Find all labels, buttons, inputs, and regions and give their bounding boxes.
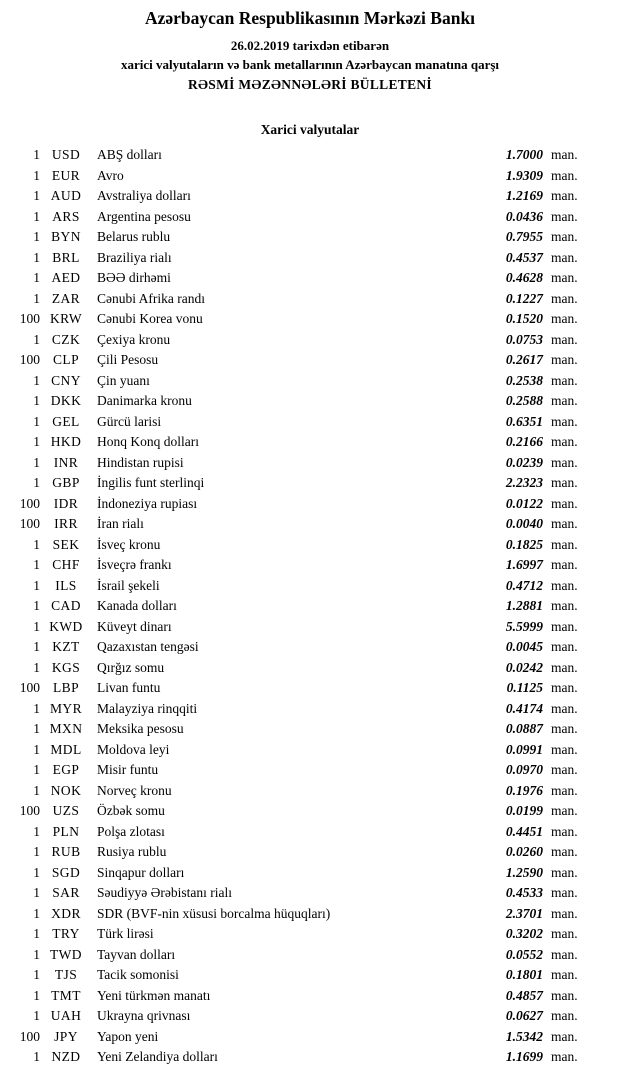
bulletin-title: RƏSMİ MƏZƏNNƏLƏRİ BÜLLETENİ bbox=[187, 77, 432, 92]
effective-date-line: 26.02.2019 tarixdən etibarən bbox=[230, 38, 390, 53]
currency-unit-label: man. bbox=[551, 372, 578, 388]
currency-row bbox=[16, 473, 587, 494]
currency-name: Norveç kronu bbox=[97, 782, 172, 798]
currency-unit-label: man. bbox=[551, 475, 578, 490]
currency-row bbox=[16, 719, 587, 740]
currency-name: Küveyt dinarı bbox=[97, 618, 172, 634]
currency-rate: 0.2617 bbox=[505, 352, 543, 367]
currency-row bbox=[16, 514, 587, 535]
currency-quantity: 1 bbox=[33, 372, 40, 388]
currency-unit-label: man. bbox=[551, 495, 578, 511]
currency-quantity: 1 bbox=[33, 639, 40, 654]
currency-code: USD bbox=[51, 147, 81, 162]
currency-name: Yeni türkmən manatı bbox=[97, 987, 211, 1003]
currency-name: Tayvan dolları bbox=[97, 946, 176, 962]
currency-row bbox=[16, 186, 587, 207]
currency-code: JPY bbox=[54, 1028, 78, 1044]
currency-unit-label: man. bbox=[551, 229, 578, 244]
currency-unit-label: man. bbox=[551, 987, 578, 1003]
currency-code: TRY bbox=[52, 926, 80, 941]
currency-row bbox=[16, 945, 587, 966]
currency-name: Avro bbox=[97, 167, 124, 183]
currency-name: Səudiyyə Ərəbistanı rialı bbox=[97, 885, 232, 900]
currency-quantity: 1 bbox=[33, 229, 40, 244]
currency-rate: 0.1801 bbox=[505, 967, 543, 982]
currency-row bbox=[16, 965, 587, 986]
currency-rate: 0.1976 bbox=[505, 782, 543, 798]
currency-row bbox=[16, 842, 587, 863]
currency-code: RUB bbox=[51, 844, 81, 859]
currency-rate: 0.1825 bbox=[505, 536, 543, 552]
currency-unit-label: man. bbox=[551, 557, 578, 572]
currency-unit-label: man. bbox=[551, 536, 578, 552]
currency-unit-label: man. bbox=[551, 639, 578, 654]
currency-rate: 0.1125 bbox=[506, 680, 543, 695]
currency-name: İsrail şekeli bbox=[97, 577, 160, 593]
currency-quantity: 1 bbox=[33, 762, 40, 777]
currency-name: İsveçrə frankı bbox=[97, 557, 172, 572]
currency-unit-label: man. bbox=[551, 700, 578, 716]
currency-quantity: 1 bbox=[33, 434, 40, 449]
currency-rate: 0.0753 bbox=[505, 331, 543, 347]
currency-rate: 0.2538 bbox=[505, 372, 543, 388]
currency-rate: 1.6997 bbox=[505, 557, 543, 572]
currency-code: BYN bbox=[51, 229, 81, 244]
currency-quantity: 1 bbox=[33, 577, 40, 593]
currency-row bbox=[16, 924, 587, 945]
currency-rate: 0.0239 bbox=[505, 454, 543, 470]
currency-quantity: 1 bbox=[33, 967, 40, 982]
currency-unit-label: man. bbox=[551, 577, 578, 593]
currency-code: INR bbox=[53, 454, 79, 470]
currency-code: MXN bbox=[49, 721, 83, 736]
currency-quantity: 1 bbox=[33, 741, 40, 757]
exchange-rates-table bbox=[0, 145, 620, 1068]
currency-rate: 0.0887 bbox=[505, 721, 543, 736]
currency-name: Çin yuanı bbox=[97, 372, 150, 388]
currency-name: Moldova leyi bbox=[97, 741, 170, 757]
currency-name: İngilis funt sterlinqi bbox=[97, 475, 205, 490]
currency-unit-label: man. bbox=[551, 823, 578, 839]
currency-quantity: 1 bbox=[33, 885, 40, 900]
currency-row bbox=[16, 227, 587, 248]
currency-row bbox=[16, 863, 587, 884]
currency-quantity: 1 bbox=[33, 946, 40, 962]
currency-name: Gürcü larisi bbox=[97, 413, 162, 429]
currency-quantity: 1 bbox=[33, 147, 40, 162]
currency-row bbox=[16, 350, 587, 371]
currency-unit-label: man. bbox=[551, 864, 578, 880]
currency-code: ARS bbox=[52, 208, 80, 224]
subtitle-line: xarici valyutaların və bank metallarının Azərbaycan manatına qarşı bbox=[120, 57, 500, 72]
currency-name: SDR (BVF-nin xüsusi borcalma hüquqları) bbox=[97, 905, 331, 921]
currency-row bbox=[16, 760, 587, 781]
currency-code: BRL bbox=[52, 249, 80, 265]
currency-code: EGP bbox=[52, 762, 80, 777]
currency-quantity: 1 bbox=[33, 598, 40, 613]
currency-rate: 0.0627 bbox=[505, 1008, 543, 1023]
currency-rate: 0.4857 bbox=[505, 987, 543, 1003]
currency-name: Çexiya kronu bbox=[97, 331, 171, 347]
currency-code: MYR bbox=[50, 700, 82, 716]
currency-code: ZAR bbox=[51, 290, 81, 306]
currency-rate: 0.0552 bbox=[505, 946, 543, 962]
currency-quantity: 100 bbox=[19, 803, 40, 818]
currency-name: Yapon yeni bbox=[97, 1028, 159, 1044]
currency-rate: 0.7955 bbox=[505, 229, 543, 244]
currency-rate: 0.0260 bbox=[505, 844, 543, 859]
currency-rate: 0.4174 bbox=[505, 700, 543, 716]
currency-rate: 1.7000 bbox=[505, 147, 543, 162]
currency-unit-label: man. bbox=[551, 905, 578, 921]
currency-code: KGS bbox=[51, 659, 81, 675]
currency-row bbox=[16, 822, 587, 843]
currency-row bbox=[16, 904, 587, 925]
currency-quantity: 1 bbox=[33, 864, 40, 880]
currency-unit-label: man. bbox=[551, 926, 578, 941]
currency-name: Rusiya rublu bbox=[97, 844, 167, 859]
currency-code: IRR bbox=[54, 516, 78, 531]
currency-unit-label: man. bbox=[551, 413, 578, 429]
currency-name: Danimarka kronu bbox=[97, 393, 192, 408]
currency-name: Misir funtu bbox=[97, 762, 159, 777]
currency-code: UAH bbox=[50, 1008, 82, 1023]
currency-code: TWD bbox=[50, 946, 82, 962]
currency-row bbox=[16, 207, 587, 228]
currency-row bbox=[16, 781, 587, 802]
currency-unit-label: man. bbox=[551, 803, 578, 818]
currency-rate: 0.0199 bbox=[505, 803, 543, 818]
currency-name: Sinqapur dolları bbox=[97, 864, 185, 880]
currency-unit-label: man. bbox=[551, 208, 578, 224]
currency-quantity: 1 bbox=[33, 618, 40, 634]
currency-rate: 0.0436 bbox=[505, 208, 543, 224]
currency-name: Qazaxıstan tengəsi bbox=[97, 639, 199, 654]
currency-quantity: 1 bbox=[33, 188, 40, 203]
currency-rate: 5.5999 bbox=[505, 618, 543, 634]
currency-row bbox=[16, 801, 587, 822]
currency-unit-label: man. bbox=[551, 680, 578, 695]
currency-unit-label: man. bbox=[551, 270, 578, 285]
currency-name: Malayziya rinqqiti bbox=[97, 700, 198, 716]
currency-row bbox=[16, 1027, 587, 1048]
currency-quantity: 100 bbox=[19, 516, 40, 531]
currency-row bbox=[16, 412, 587, 433]
currency-code: SGD bbox=[51, 864, 81, 880]
currency-unit-label: man. bbox=[551, 147, 578, 162]
currency-quantity: 1 bbox=[33, 721, 40, 736]
currency-unit-label: man. bbox=[551, 1008, 578, 1023]
currency-quantity: 1 bbox=[33, 700, 40, 716]
currency-unit-label: man. bbox=[551, 598, 578, 613]
currency-name: ABŞ dolları bbox=[97, 147, 162, 162]
currency-quantity: 1 bbox=[33, 844, 40, 859]
currency-code: HKD bbox=[50, 434, 82, 449]
currency-quantity: 1 bbox=[33, 331, 40, 347]
currency-code: AED bbox=[51, 270, 81, 285]
currency-rate: 1.2881 bbox=[505, 598, 543, 613]
currency-quantity: 100 bbox=[19, 495, 40, 511]
currency-rate: 2.3701 bbox=[505, 905, 543, 921]
currency-rate: 0.4628 bbox=[505, 270, 543, 285]
currency-unit-label: man. bbox=[551, 1049, 578, 1064]
currency-quantity: 1 bbox=[33, 987, 40, 1003]
currency-code: DKK bbox=[50, 393, 82, 408]
currency-quantity: 1 bbox=[33, 413, 40, 429]
currency-unit-label: man. bbox=[551, 844, 578, 859]
currency-row bbox=[16, 1047, 587, 1068]
currency-row bbox=[16, 576, 587, 597]
currency-unit-label: man. bbox=[551, 454, 578, 470]
currency-unit-label: man. bbox=[551, 782, 578, 798]
currency-rate: 0.0040 bbox=[505, 516, 543, 531]
currency-code: GBP bbox=[52, 475, 80, 490]
currency-unit-label: man. bbox=[551, 885, 578, 900]
currency-quantity: 1 bbox=[33, 208, 40, 224]
currency-rate: 1.2169 bbox=[505, 188, 543, 203]
currency-row bbox=[16, 883, 587, 904]
currency-code: CLP bbox=[53, 352, 79, 367]
currency-quantity: 1 bbox=[33, 475, 40, 490]
currency-row bbox=[16, 658, 587, 679]
currency-quantity: 1 bbox=[33, 536, 40, 552]
currency-rate: 0.0242 bbox=[505, 659, 543, 675]
currency-name: Kanada dolları bbox=[97, 598, 177, 613]
currency-rate: 0.2166 bbox=[505, 434, 543, 449]
currency-row bbox=[16, 309, 587, 330]
currency-code: MDL bbox=[50, 741, 82, 757]
currency-quantity: 1 bbox=[33, 905, 40, 921]
currency-name: İsveç kronu bbox=[97, 536, 161, 552]
currency-unit-label: man. bbox=[551, 167, 578, 183]
currency-quantity: 1 bbox=[33, 454, 40, 470]
currency-rate: 0.4533 bbox=[505, 885, 543, 900]
bulletin-header bbox=[0, 6, 620, 95]
currency-quantity: 1 bbox=[33, 1049, 40, 1064]
currency-quantity: 1 bbox=[33, 659, 40, 675]
bank-title: Azərbaycan Respublikasının Mərkəzi Bankı bbox=[144, 8, 476, 28]
currency-rate: 1.9309 bbox=[505, 167, 543, 183]
currency-name: Livan funtu bbox=[97, 680, 161, 695]
currency-row bbox=[16, 432, 587, 453]
currency-rate: 0.4712 bbox=[505, 577, 543, 593]
currency-rate: 1.1699 bbox=[505, 1049, 543, 1064]
currency-code: CNY bbox=[51, 372, 81, 388]
currency-unit-label: man. bbox=[551, 721, 578, 736]
currency-unit-label: man. bbox=[551, 967, 578, 982]
currency-rate: 1.2590 bbox=[505, 864, 543, 880]
currency-code: CAD bbox=[51, 598, 81, 613]
currency-unit-label: man. bbox=[551, 393, 578, 408]
currency-unit-label: man. bbox=[551, 516, 578, 531]
currency-rate: 0.2588 bbox=[505, 393, 543, 408]
currency-name: Argentina pesosu bbox=[97, 208, 191, 224]
currency-row bbox=[16, 248, 587, 269]
currency-rate: 0.4451 bbox=[505, 823, 543, 839]
currency-row bbox=[16, 678, 587, 699]
currency-quantity: 1 bbox=[33, 557, 40, 572]
currency-name: Polşa zlotası bbox=[97, 823, 165, 839]
currency-quantity: 1 bbox=[33, 290, 40, 306]
currency-quantity: 1 bbox=[33, 782, 40, 798]
currency-code: TJS bbox=[54, 967, 78, 982]
currency-code: KZT bbox=[52, 639, 80, 654]
currency-row bbox=[16, 555, 587, 576]
currency-name: BƏƏ dirhəmi bbox=[97, 270, 171, 285]
currency-unit-label: man. bbox=[551, 618, 578, 634]
currency-code: NZD bbox=[51, 1049, 81, 1064]
currency-code: IDR bbox=[53, 495, 79, 511]
section-title-foreign-currencies: Xarici valyutalar bbox=[260, 122, 360, 137]
currency-row bbox=[16, 166, 587, 187]
currency-unit-label: man. bbox=[551, 762, 578, 777]
currency-name: Cənubi Korea vonu bbox=[97, 311, 203, 326]
currency-rate: 0.6351 bbox=[505, 413, 543, 429]
currency-row bbox=[16, 330, 587, 351]
currency-row bbox=[16, 596, 587, 617]
currency-unit-label: man. bbox=[551, 946, 578, 962]
currency-unit-label: man. bbox=[551, 659, 578, 675]
currency-name: Avstraliya dolları bbox=[97, 188, 191, 203]
currency-name: Ukrayna qrivnası bbox=[97, 1008, 191, 1023]
currency-row bbox=[16, 268, 587, 289]
currency-unit-label: man. bbox=[551, 331, 578, 347]
currency-row bbox=[16, 535, 587, 556]
currency-unit-label: man. bbox=[551, 1028, 578, 1044]
currency-row bbox=[16, 699, 587, 720]
currency-code: NOK bbox=[50, 782, 82, 798]
currency-code: XDR bbox=[51, 905, 81, 921]
currency-name: Qırğız somu bbox=[97, 659, 165, 675]
currency-quantity: 100 bbox=[19, 680, 40, 695]
currency-rate: 0.1520 bbox=[505, 311, 543, 326]
currency-unit-label: man. bbox=[551, 434, 578, 449]
currency-rate: 0.3202 bbox=[505, 926, 543, 941]
currency-code: GEL bbox=[52, 413, 80, 429]
currency-row bbox=[16, 145, 587, 166]
currency-quantity: 100 bbox=[19, 1028, 40, 1044]
currency-name: Özbək somu bbox=[97, 803, 165, 818]
currency-unit-label: man. bbox=[551, 352, 578, 367]
currency-name: Hindistan rupisi bbox=[97, 454, 184, 470]
currency-name: Belarus rublu bbox=[97, 229, 171, 244]
currency-quantity: 100 bbox=[19, 352, 40, 367]
currency-rate: 2.2323 bbox=[505, 475, 543, 490]
currency-name: Tacik somonisi bbox=[97, 967, 179, 982]
currency-rate: 0.0122 bbox=[505, 495, 543, 511]
currency-unit-label: man. bbox=[551, 188, 578, 203]
currency-row bbox=[16, 617, 587, 638]
currency-row bbox=[16, 740, 587, 761]
currency-name: Yeni Zelandiya dolları bbox=[97, 1049, 218, 1064]
currency-unit-label: man. bbox=[551, 290, 578, 306]
currency-code: CZK bbox=[51, 331, 81, 347]
currency-rate: 0.1227 bbox=[505, 290, 543, 306]
currency-row bbox=[16, 494, 587, 515]
currency-quantity: 1 bbox=[33, 1008, 40, 1023]
currency-row bbox=[16, 637, 587, 658]
currency-rate: 1.5342 bbox=[505, 1028, 543, 1044]
currency-name: Meksika pesosu bbox=[97, 721, 184, 736]
currency-name: İran rialı bbox=[97, 516, 144, 531]
currency-code: PLN bbox=[52, 823, 80, 839]
currency-code: LBP bbox=[53, 680, 79, 695]
currency-code: TMT bbox=[51, 987, 81, 1003]
currency-row bbox=[16, 453, 587, 474]
currency-unit-label: man. bbox=[551, 741, 578, 757]
currency-quantity: 1 bbox=[33, 167, 40, 183]
currency-rate: 0.0970 bbox=[505, 762, 543, 777]
currency-code: KWD bbox=[49, 618, 83, 634]
currency-code: ILS bbox=[55, 577, 77, 593]
currency-quantity: 1 bbox=[33, 393, 40, 408]
currency-name: Braziliya rialı bbox=[97, 249, 172, 265]
currency-name: Türk lirəsi bbox=[97, 926, 154, 941]
currency-row bbox=[16, 289, 587, 310]
currency-quantity: 1 bbox=[33, 823, 40, 839]
currency-name: Honq Konq dolları bbox=[97, 434, 199, 449]
currency-code: SAR bbox=[52, 885, 80, 900]
currency-quantity: 1 bbox=[33, 270, 40, 285]
currency-unit-label: man. bbox=[551, 311, 578, 326]
currency-code: EUR bbox=[51, 167, 81, 183]
currency-name: Çili Pesosu bbox=[97, 352, 159, 367]
currency-name: Cənubi Afrika randı bbox=[97, 290, 205, 306]
currency-row bbox=[16, 371, 587, 392]
currency-rate: 0.0991 bbox=[505, 741, 543, 757]
currency-quantity: 1 bbox=[33, 249, 40, 265]
currency-name: İndoneziya rupiası bbox=[97, 495, 198, 511]
currency-row bbox=[16, 1006, 587, 1027]
currency-code: SEK bbox=[52, 536, 80, 552]
currency-code: CHF bbox=[52, 557, 80, 572]
currency-code: AUD bbox=[50, 188, 82, 203]
currency-row bbox=[16, 986, 587, 1007]
currency-rate: 0.0045 bbox=[505, 639, 543, 654]
currency-quantity: 100 bbox=[19, 311, 40, 326]
currency-unit-label: man. bbox=[551, 249, 578, 265]
currency-rate: 0.4537 bbox=[505, 249, 543, 265]
currency-row bbox=[16, 391, 587, 412]
currency-code: UZS bbox=[52, 803, 80, 818]
currency-code: KRW bbox=[50, 311, 82, 326]
currency-quantity: 1 bbox=[33, 926, 40, 941]
